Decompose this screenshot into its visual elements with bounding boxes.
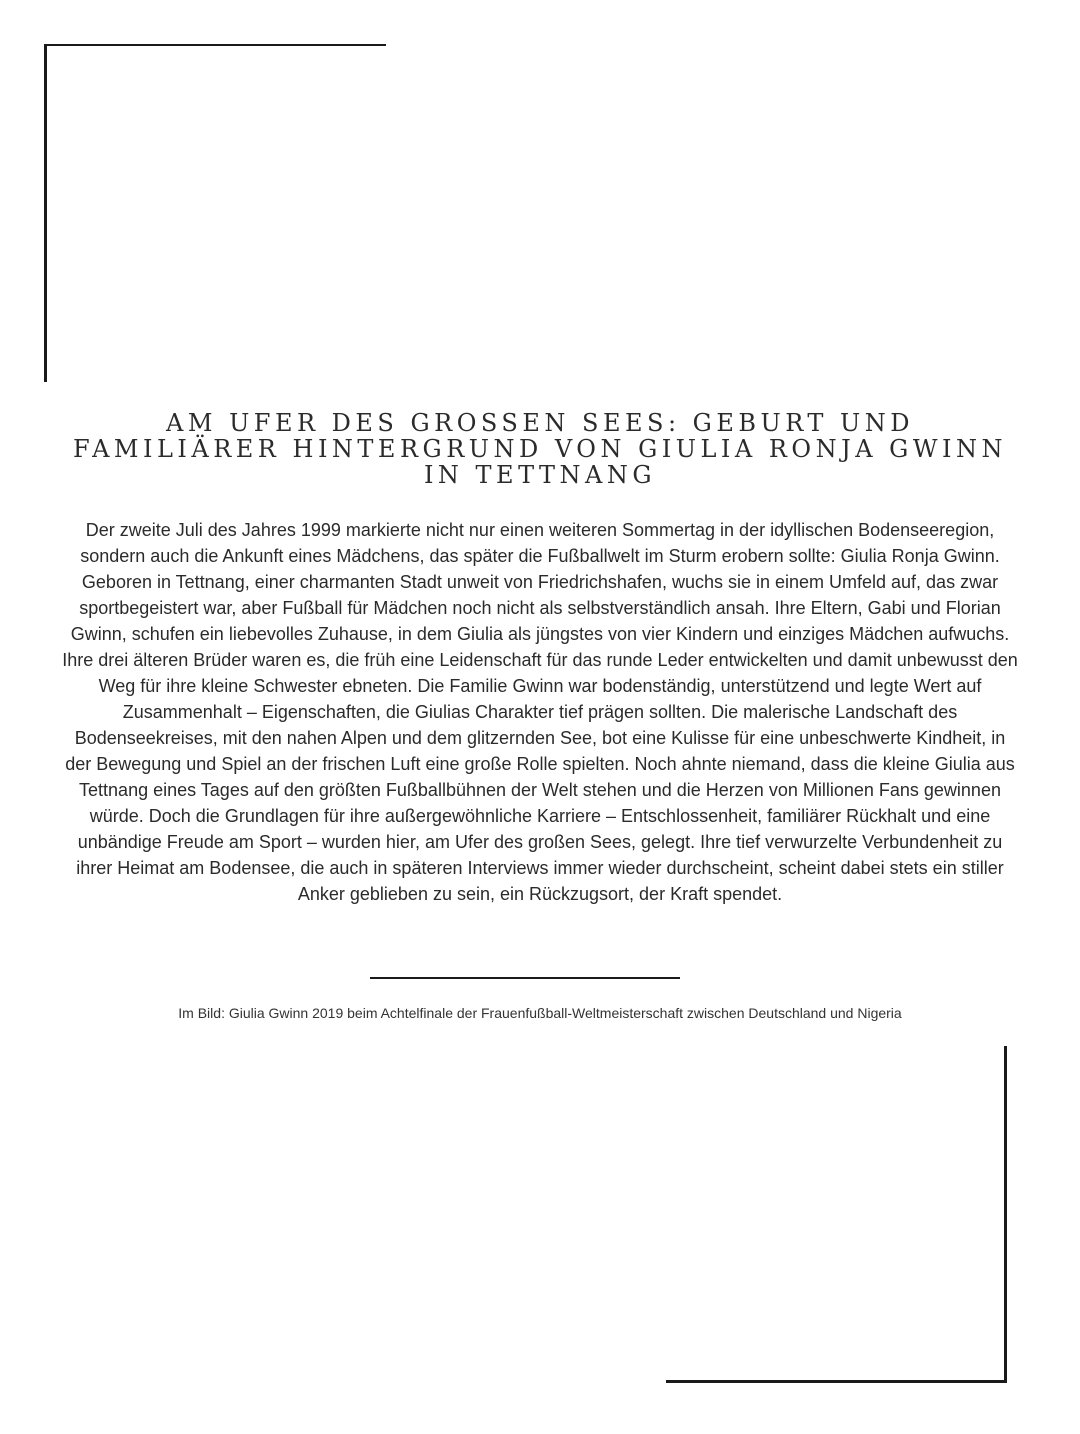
article-heading: AM UFER DES GROSSEN SEES: GEBURT UND FAMILIÄRER HINTERGRUND VON GIULIA RONJA GWINN IN TETTNANG xyxy=(73,409,1007,489)
section-divider xyxy=(370,977,680,979)
frame-corner-top-left-vertical xyxy=(44,44,47,382)
article-body: Der zweite Juli des Jahres 1999 markierte nicht nur einen weiteren Sommertag in der idyllischen Bodenseeregion, sondern auch die Ankunft eines Mädchens, das später die Fußballwelt im Sturm erobern sollte: Giulia Ronja Gwinn. Geboren in Tettnang, einer charmanten Stadt unweit von Friedrichshafen, wuchs sie in einem Umfeld auf, das zwar sportbegeistert war, aber Fußball für Mädchen noch nicht als selbstverständlich ansah. Ihre Eltern, Gabi und Florian Gwinn, schufen ein liebevolles Zuhause, in dem Giulia als jüngstes von vier Kindern und einziges Mädchen aufwuchs. Ihre drei älteren Brüder waren es, die früh eine Leidenschaft für das runde Leder entwickelten und damit unbewusst den Weg für ihre kleine Schwester ebneten. Die Familie Gwinn war bodenständig, unterstützend und legte Wert auf Zusammenhalt – Eigenschaften, die Giulias Charakter tief prägen sollten. Die malerische Landschaft des Bodenseekreises, mit den nahen Alpen und dem glitzernden See, bot eine Kulisse für eine unbeschwerte Kindheit, in der Bewegung und Spiel an der frischen Luft eine große Rolle spielten. Noch ahnte niemand, dass die kleine Giulia aus Tettnang eines Tages auf den größten Fußballbühnen der Welt stehen und die Herzen von Millionen Fans gewinnen würde. Doch die Grundlagen für ihre außergewöhnliche Karriere – Entschlossenheit, familiärer Rückhalt und eine unbändige Freude am Sport – wurden hier, am Ufer des großen Sees, gelegt. Ihre tief verwurzelte Verbundenheit zu ihrer Heimat am Bodensee, die auch in späteren Interviews immer wieder durchscheint, scheint dabei stets ein stiller Anker geblieben zu sein, ein Rückzugsort, der Kraft spendet. xyxy=(62,520,1018,904)
frame-corner-top-left-horizontal xyxy=(44,44,386,46)
frame-corner-bottom-right-horizontal xyxy=(666,1380,1007,1383)
frame-corner-bottom-right-vertical xyxy=(1004,1046,1007,1383)
image-caption: Im Bild: Giulia Gwinn 2019 beim Achtelfinale der Frauenfußball-Weltmeisterschaft zwischen Deutschland und Nigeria xyxy=(178,1005,902,1021)
